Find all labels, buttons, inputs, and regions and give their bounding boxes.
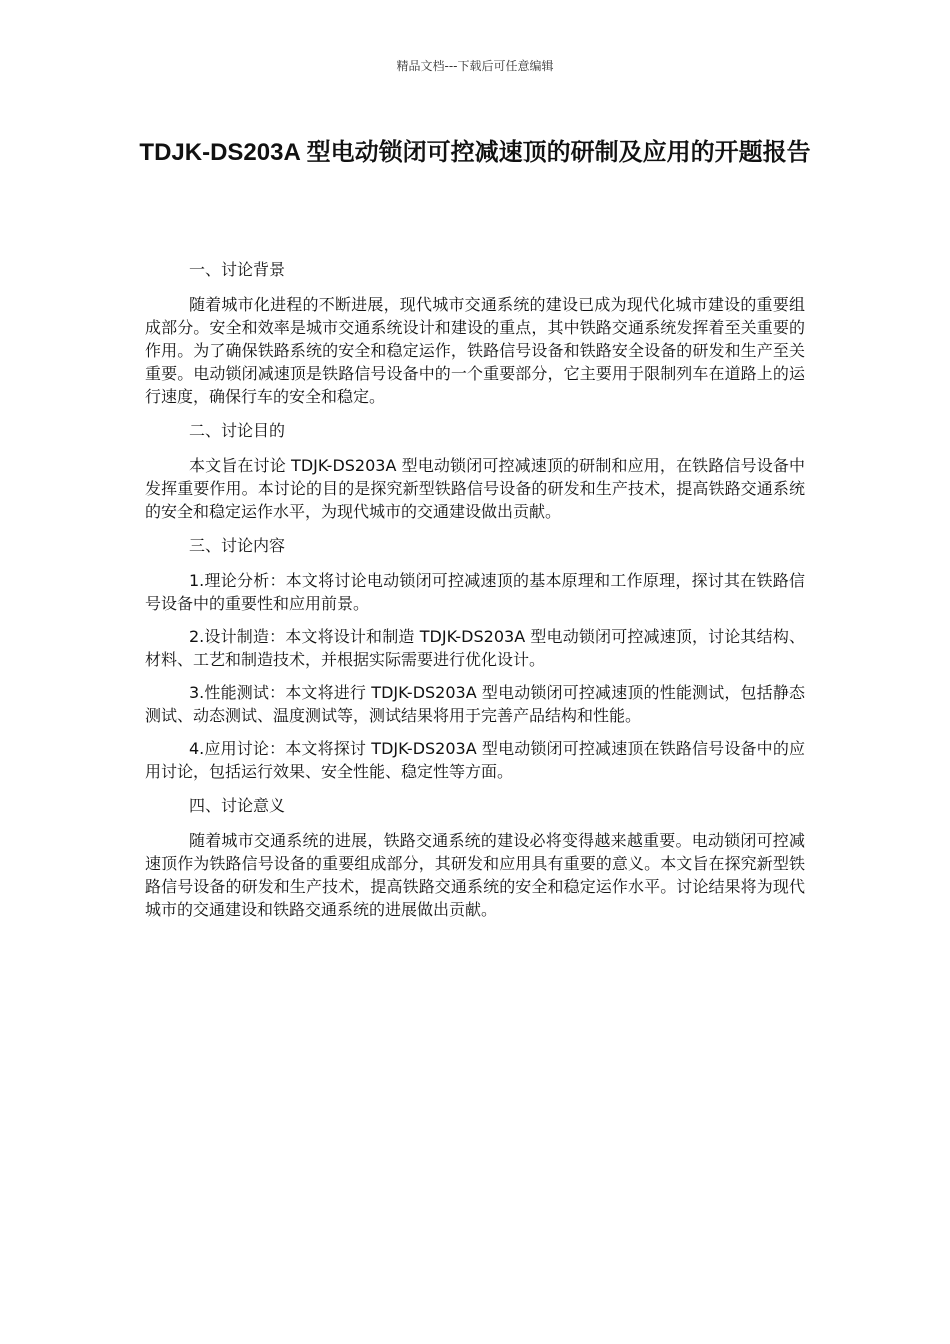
section-content (145, 533, 805, 783)
section-significance (145, 793, 805, 921)
paragraph: 随着城市化进程的不断进展，现代城市交通系统的建设已成为现代化城市建设的重要组成部分。安全和效率是城市交通系统设计和建设的重点，其中铁路交通系统发挥着至关重要的作用。为了确保铁路系统的安全和稳定运作，铁路信号设备和铁路安全设备的研发和生产至关重要。电动锁闭减速顶是铁路信号设备中的一个重要部分，它主要用于限制列车在道路上的运行速度，确保行车的安全和稳定。 (145, 295, 805, 406)
paragraph: 3.性能测试：本文将进行 TDJK-DS203A 型电动锁闭可控减速顶的性能测试，包括静态测试、动态测试、温度测试等，测试结果将用于完善产品结构和性能。 (145, 683, 805, 725)
paragraph: 本文旨在讨论 TDJK-DS203A 型电动锁闭可控减速顶的研制和应用，在铁路信号设备中发挥重要作用。本讨论的目的是探究新型铁路信号设备的研发和生产技术，提高铁路交通系统的安全和稳定运作水平，为现代城市的交通建设做出贡献。 (145, 456, 805, 521)
section-heading: 一、讨论背景 (189, 260, 286, 279)
paragraph: 随着城市交通系统的进展，铁路交通系统的建设必将变得越来越重要。电动锁闭可控减速顶作为铁路信号设备的重要组成部分，其研发和应用具有重要的意义。本文旨在探究新型铁路信号设备的研发和生产技术，提高铁路交通系统的安全和稳定运作水平。讨论结果将为现代城市的交通建设和铁路交通系统的进展做出贡献。 (145, 831, 805, 919)
section-background (145, 257, 805, 408)
section-heading: 三、讨论内容 (189, 536, 286, 555)
paragraph: 4.应用讨论：本文将探讨 TDJK-DS203A 型电动锁闭可控减速顶在铁路信号设备中的应用讨论，包括运行效果、安全性能、稳定性等方面。 (145, 739, 805, 781)
header-note: 精品文档---下载后可任意编辑 (396, 59, 554, 73)
document-body (145, 257, 805, 931)
section-heading: 二、讨论目的 (189, 421, 286, 440)
document-title: TDJK-DS203A 型电动锁闭可控减速顶的研制及应用的开题报告 (139, 139, 811, 166)
paragraph: 1.理论分析：本文将讨论电动锁闭可控减速顶的基本原理和工作原理，探讨其在铁路信号设备中的重要性和应用前景。 (145, 571, 805, 613)
paragraph: 2.设计制造：本文将设计和制造 TDJK-DS203A 型电动锁闭可控减速顶，讨论其结构、材料、工艺和制造技术，并根据实际需要进行优化设计。 (145, 627, 805, 669)
section-heading: 四、讨论意义 (189, 796, 286, 815)
section-purpose (145, 418, 805, 523)
